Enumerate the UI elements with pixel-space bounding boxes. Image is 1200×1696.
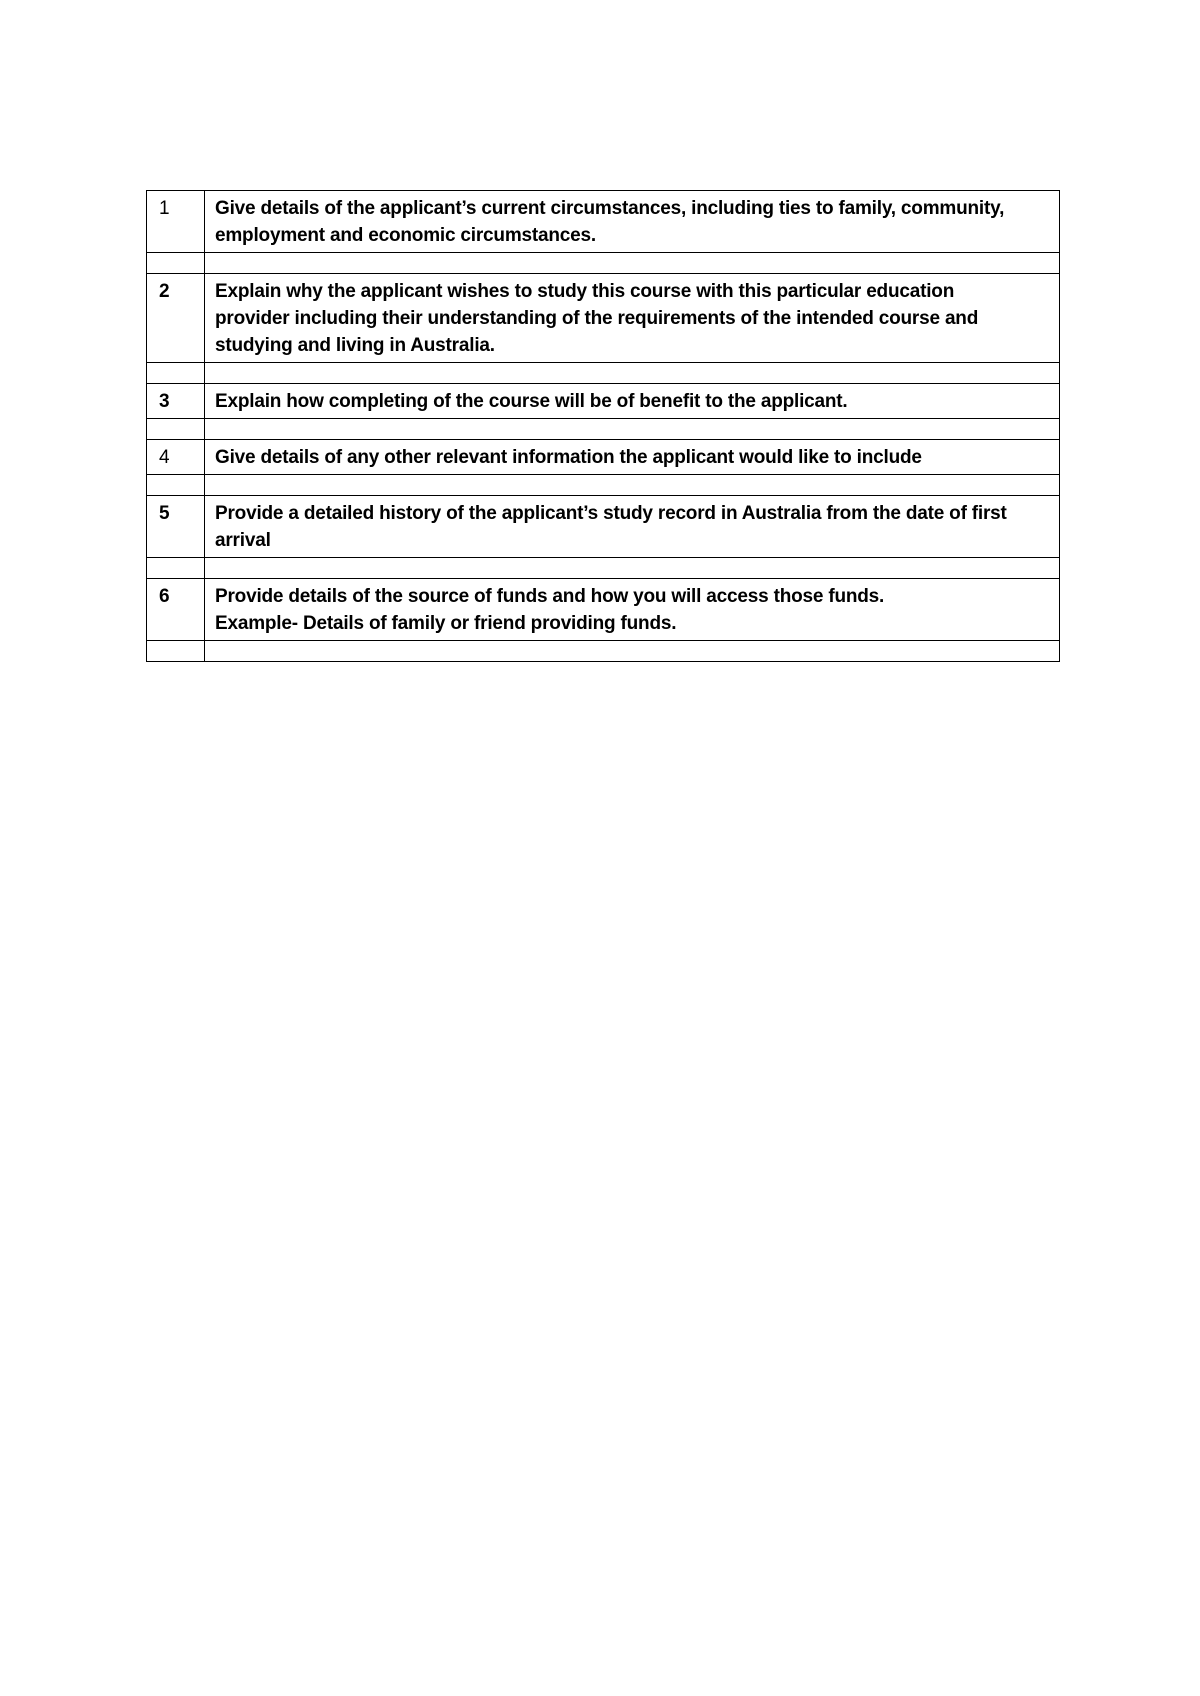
answer-number-cell <box>147 641 205 662</box>
answer-number-cell <box>147 475 205 496</box>
question-text-line: Explain how completing of the course will be of benefit to the applicant. <box>215 391 848 412</box>
question-row-1 <box>147 191 1060 253</box>
question-text-line: provider including their understanding of the requirements of the intended course and <box>215 308 979 329</box>
answer-cell[interactable] <box>205 363 1060 384</box>
answer-number-cell <box>147 419 205 440</box>
question-text <box>205 496 1060 558</box>
answer-row-2 <box>147 363 1060 384</box>
answer-row-6 <box>147 641 1060 662</box>
answer-cell[interactable] <box>205 641 1060 662</box>
question-number: 6 <box>147 579 205 641</box>
answer-number-cell <box>147 363 205 384</box>
answer-cell[interactable] <box>205 475 1060 496</box>
questions-table <box>146 190 1060 662</box>
question-number: 5 <box>147 496 205 558</box>
question-text-line: arrival <box>215 530 271 551</box>
question-text-line: Provide details of the source of funds and how you will access those funds. <box>215 586 885 607</box>
question-text <box>205 191 1060 253</box>
question-text <box>205 384 1060 419</box>
question-text-line: studying and living in Australia. <box>215 335 495 356</box>
question-row-4 <box>147 440 1060 475</box>
answer-number-cell <box>147 253 205 274</box>
answer-row-5 <box>147 558 1060 579</box>
answer-row-4 <box>147 475 1060 496</box>
question-text <box>205 440 1060 475</box>
answer-row-3 <box>147 419 1060 440</box>
question-number: 2 <box>147 274 205 363</box>
question-text <box>205 579 1060 641</box>
question-text-line: Provide a detailed history of the applicant’s study record in Australia from the date of first <box>215 503 1007 524</box>
question-row-3 <box>147 384 1060 419</box>
answer-cell[interactable] <box>205 253 1060 274</box>
answer-row-1 <box>147 253 1060 274</box>
question-number: 4 <box>147 440 205 475</box>
answer-cell[interactable] <box>205 558 1060 579</box>
question-text-line: Give details of any other relevant information the applicant would like to include <box>215 447 922 468</box>
question-number: 1 <box>147 191 205 253</box>
question-row-6 <box>147 579 1060 641</box>
question-row-2 <box>147 274 1060 363</box>
question-row-5 <box>147 496 1060 558</box>
question-text <box>205 274 1060 363</box>
question-number: 3 <box>147 384 205 419</box>
question-text-line: Example- Details of family or friend providing funds. <box>215 613 677 634</box>
answer-cell[interactable] <box>205 419 1060 440</box>
question-text-line: Explain why the applicant wishes to study this course with this particular education <box>215 281 955 302</box>
question-text-line: Give details of the applicant’s current circumstances, including ties to family, community, <box>215 198 1005 219</box>
question-text-line: employment and economic circumstances. <box>215 225 596 246</box>
answer-number-cell <box>147 558 205 579</box>
